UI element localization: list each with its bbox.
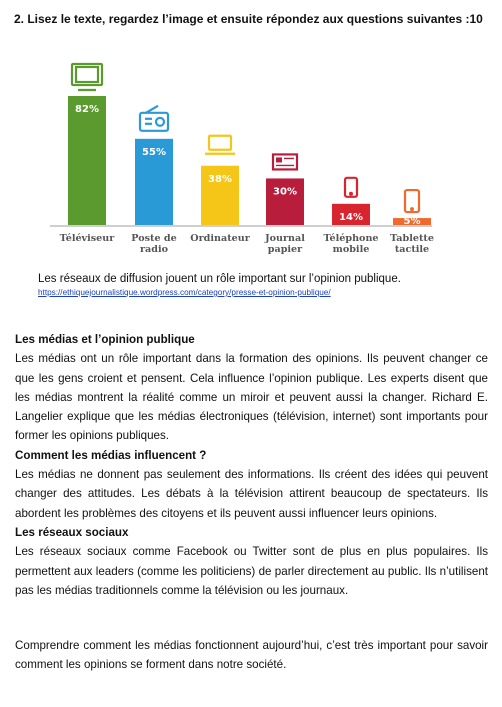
source-link[interactable]: https://ethiquejournalistique.wordpress.com/category/presse-et-opinion-publique/ — [38, 288, 331, 297]
category-label: Journal — [265, 233, 305, 244]
category-label: Ordinateur — [190, 233, 250, 244]
section-heading: Les médias et l’opinion publique — [15, 333, 195, 346]
question-title: 2. Lisez le texte, regardez l’image et ensuite répondez aux questions suivantes :10 — [14, 12, 483, 26]
category-label: Tablette — [390, 233, 434, 244]
category-label: Poste de — [131, 233, 177, 244]
category-label: mobile — [332, 244, 370, 255]
category-label: Téléphone — [323, 233, 379, 244]
bar-value-label: 82% — [75, 104, 99, 115]
tablet-icon — [405, 190, 419, 212]
article-body — [15, 330, 488, 600]
section-heading: Les réseaux sociaux — [15, 525, 129, 539]
closing-paragraph: Comprendre comment les médias fonctionnent aujourd’hui, c’est très important pour savoir comment les opinions se forment dans notre société. — [15, 639, 488, 672]
bar-value-label: 38% — [208, 173, 232, 185]
mobile-phone-icon — [345, 178, 357, 197]
tv-icon — [72, 64, 102, 90]
section-paragraph: Les médias ont un rôle important dans la formation des opinions. Ils peuvent changer ce que les gens croient et pensent. Cela influence l’opinion publique. Les experts disent que les médias montrent la réalité comme un miroir et peuvent aussi la changer. Richard E. Langelier explique que les médias électroniques (télévision, internet) sont importants pour former les opinions publiques. — [15, 352, 488, 443]
section-paragraph: Les médias ne donnent pas seulement des informations. Ils créent des idées qui peuvent changer des attitudes. Les débats à la télévision attirent beaucoup de spectateurs. Ils abordent les problèmes des citoyens et ils peuvent aussi influencer leurs opinions. — [15, 468, 488, 520]
section-heading: Comment les médias influencent ? — [15, 448, 207, 462]
laptop-icon — [205, 136, 235, 154]
bar-value-label: 55% — [142, 146, 166, 158]
radio-icon — [140, 106, 168, 131]
media-usage-bar-chart — [40, 52, 440, 270]
section-paragraph: Les réseaux sociaux comme Facebook ou Twitter sont de plus en plus populaires. Ils permettent aux leaders (comme les politiciens) de parler directement au public. Ils n’utilisent pas les médias traditionnels comme la télévision ou les journaux. — [15, 545, 488, 597]
bar — [68, 96, 106, 226]
chart-caption: Les réseaux de diffusion jouent un rôle important sur l’opinion publique. — [38, 273, 401, 285]
category-label: Téléviseur — [59, 233, 115, 244]
category-label: radio — [139, 244, 169, 255]
bar-value-label: 14% — [339, 211, 363, 223]
bar-value-label: 30% — [273, 186, 297, 198]
category-label: papier — [267, 244, 303, 255]
bar-value-label: 5% — [403, 216, 421, 228]
newspaper-icon — [273, 154, 297, 169]
category-label: tactile — [394, 244, 430, 255]
